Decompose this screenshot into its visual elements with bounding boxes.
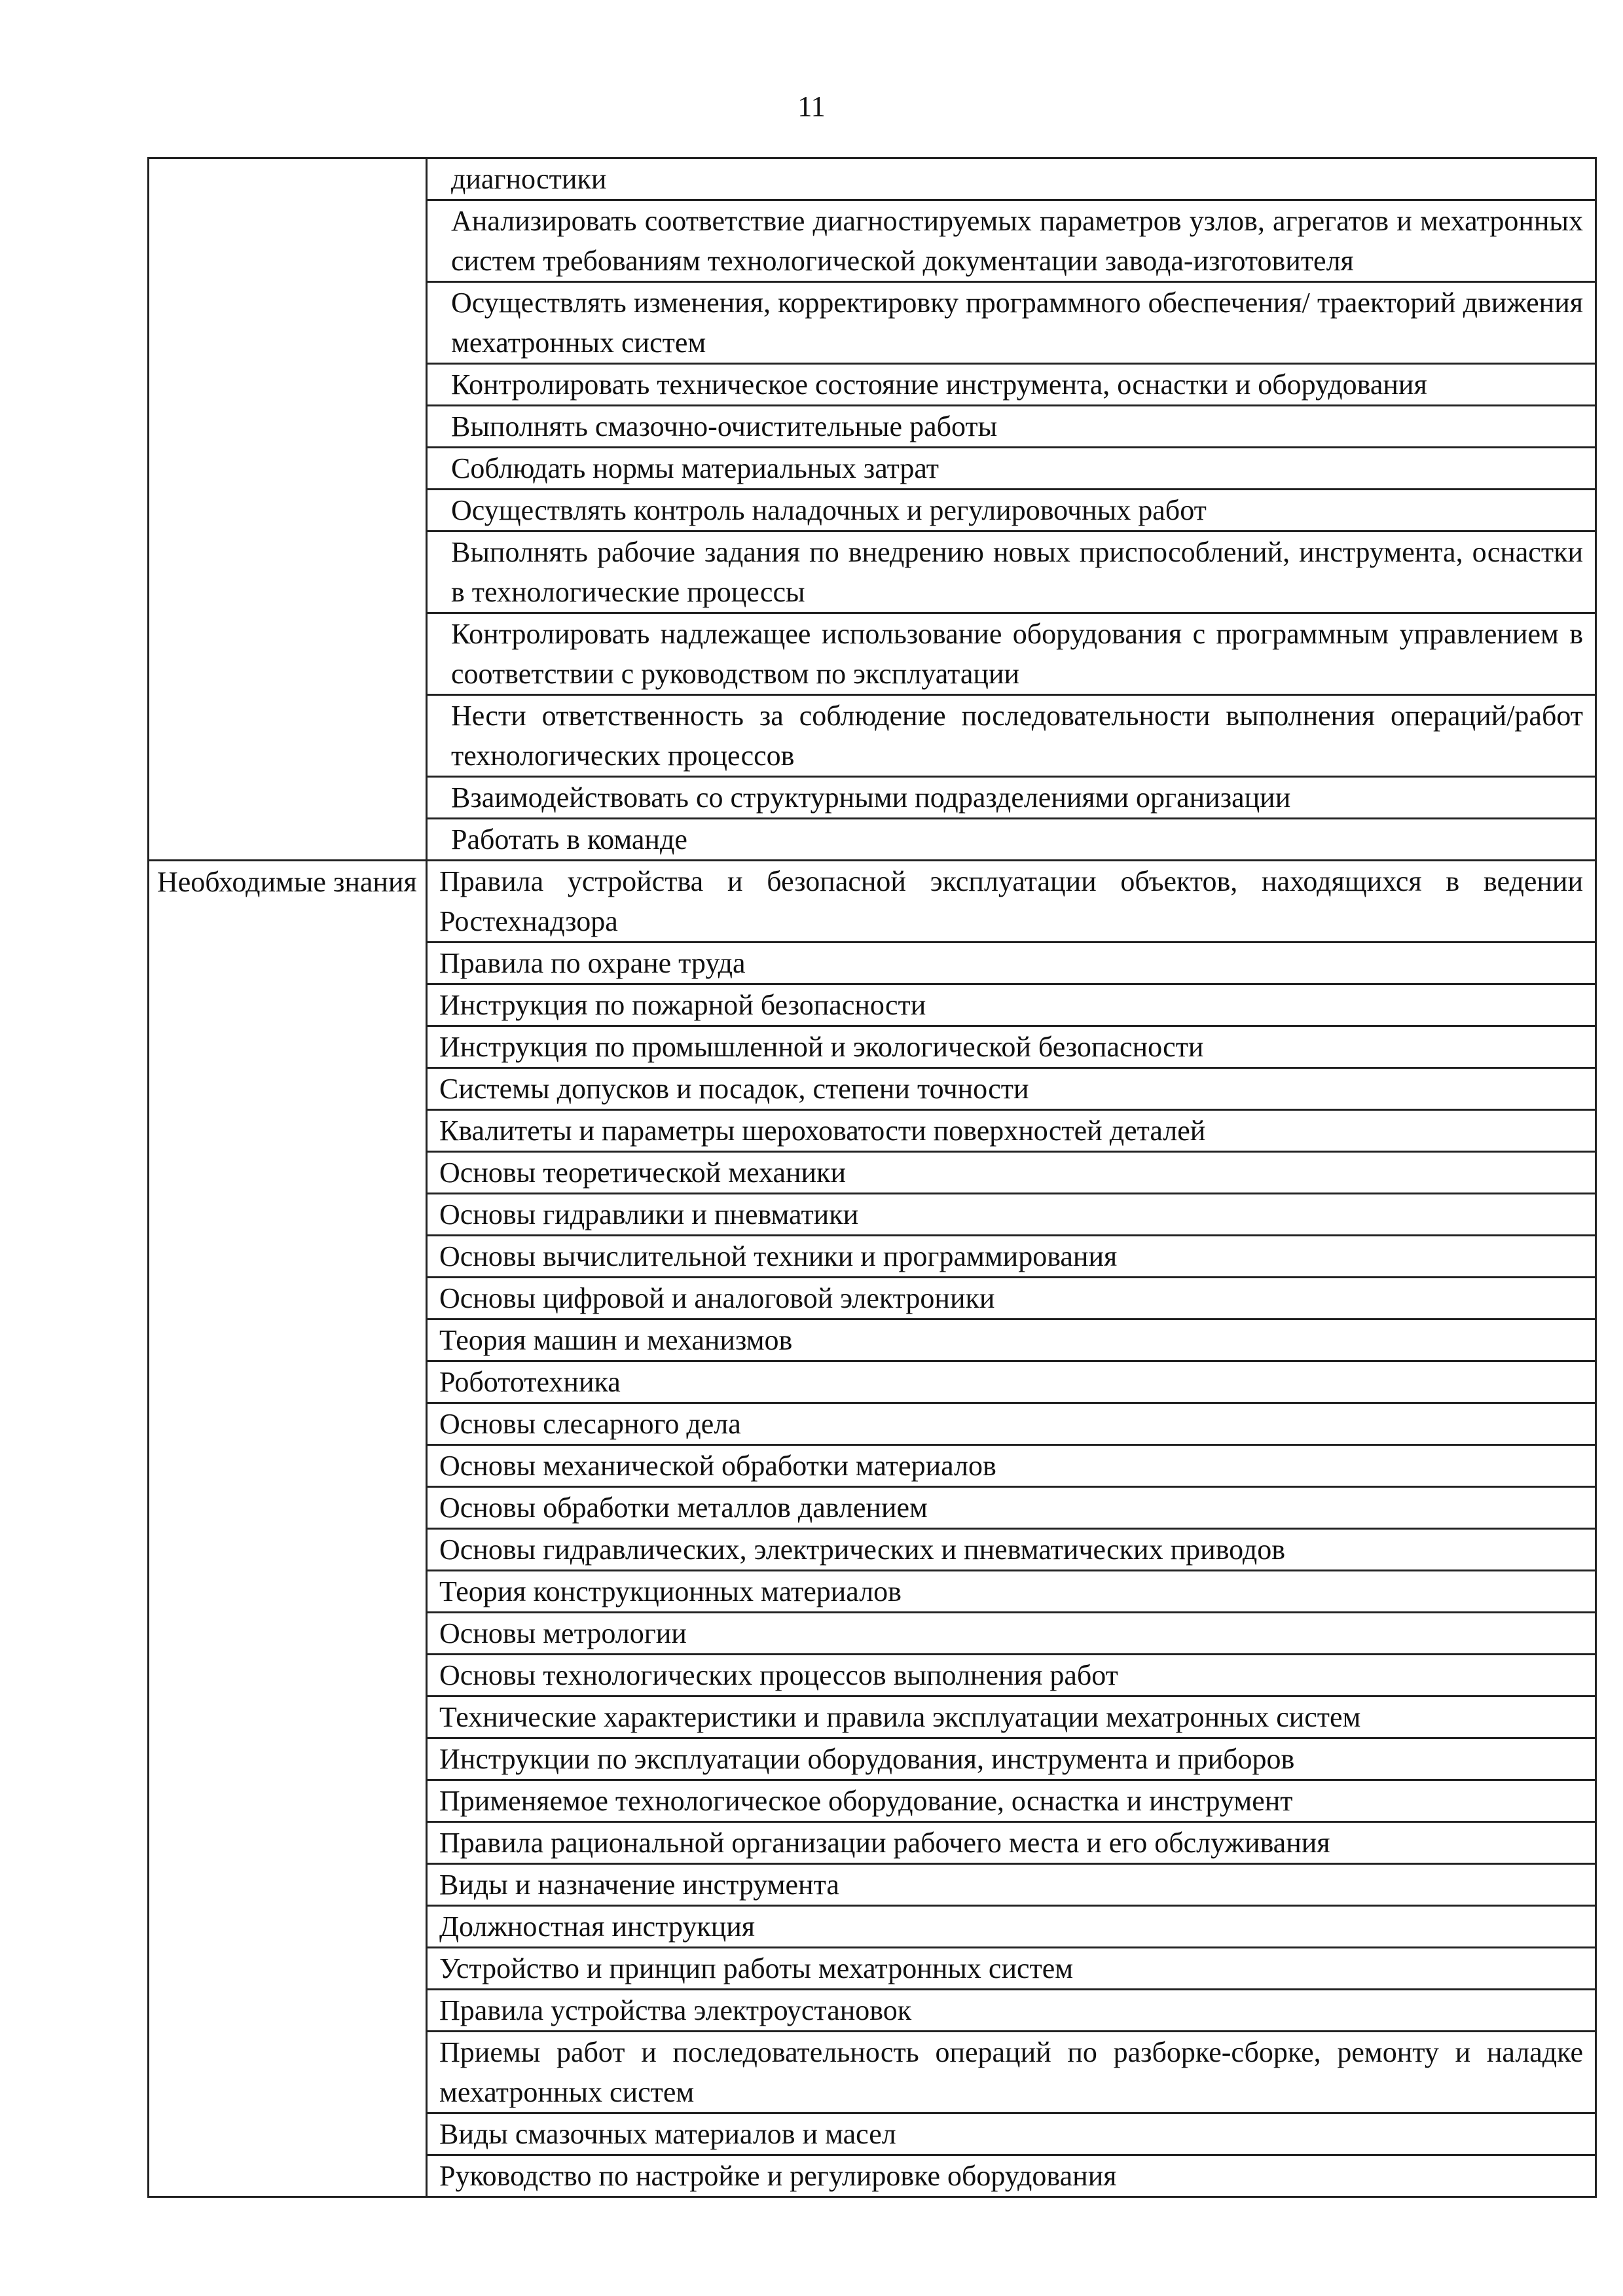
table-cell-item: Правила устройства электроустановок <box>427 1990 1596 2032</box>
table-cell-item: Основы технологических процессов выполнения работ <box>427 1655 1596 1696</box>
table-cell-item: Контролировать надлежащее использование оборудования с программным управлением в соответствии с руководством по эксплуатации <box>427 613 1596 695</box>
table-cell-item: Теория машин и механизмов <box>427 1319 1596 1361</box>
table-cell-item: Применяемое технологическое оборудование, оснастка и инструмент <box>427 1780 1596 1822</box>
table-cell-item: Выполнять рабочие задания по внедрению новых приспособлений, инструмента, оснастки в технологические процессы <box>427 531 1596 613</box>
table-cell-item: Системы допусков и посадок, степени точности <box>427 1068 1596 1110</box>
table-cell-item: Соблюдать нормы материальных затрат <box>427 448 1596 490</box>
section-label <box>149 158 427 861</box>
section-label: Необходимые знания <box>149 861 427 2197</box>
table-cell-item: Осуществлять изменения, корректировку программного обеспечения/ траекторий движения мехатронных систем <box>427 282 1596 364</box>
table-cell-item: Робототехника <box>427 1361 1596 1403</box>
table-row <box>149 861 1596 942</box>
table-cell-item: Инструкция по промышленной и экологической безопасности <box>427 1026 1596 1068</box>
competency-table <box>147 157 1597 2198</box>
table-cell-item: Выполнять смазочно-очистительные работы <box>427 406 1596 448</box>
table-cell-item: Основы вычислительной техники и программирования <box>427 1236 1596 1278</box>
page-number: 11 <box>797 90 826 122</box>
table-cell-item: Виды и назначение инструмента <box>427 1864 1596 1906</box>
table-cell-item: Основы цифровой и аналоговой электроники <box>427 1278 1596 1319</box>
table-cell-item: Правила устройства и безопасной эксплуатации объектов, находящихся в ведении Ростехнадзора <box>427 861 1596 942</box>
table-cell-item: Руководство по настройке и регулировке оборудования <box>427 2155 1596 2197</box>
table-cell-item: Инструкция по пожарной безопасности <box>427 984 1596 1026</box>
table-cell-item: Работать в команде <box>427 819 1596 861</box>
table-cell-item: Технические характеристики и правила эксплуатации мехатронных систем <box>427 1696 1596 1738</box>
table-cell-item: Взаимодействовать со структурными подразделениями организации <box>427 777 1596 819</box>
table-cell-item: Основы гидравлики и пневматики <box>427 1194 1596 1236</box>
table-cell-item: Основы теоретической механики <box>427 1152 1596 1194</box>
table-cell-item: Виды смазочных материалов и масел <box>427 2113 1596 2155</box>
table-cell-item: Нести ответственность за соблюдение последовательности выполнения операций/работ технологических процессов <box>427 695 1596 777</box>
table-cell-item: Теория конструкционных материалов <box>427 1571 1596 1613</box>
table-cell-item: Инструкции по эксплуатации оборудования, инструмента и приборов <box>427 1738 1596 1780</box>
table-cell-item: Должностная инструкция <box>427 1906 1596 1948</box>
table-cell-item: Устройство и принцип работы мехатронных систем <box>427 1948 1596 1990</box>
table-cell-item: Основы гидравлических, электрических и пневматических приводов <box>427 1529 1596 1571</box>
table-cell-item: Основы метрологии <box>427 1613 1596 1655</box>
table-row <box>149 158 1596 200</box>
table-cell-item: Контролировать техническое состояние инструмента, оснастки и оборудования <box>427 364 1596 406</box>
table-cell-item: Основы обработки металлов давлением <box>427 1487 1596 1529</box>
table-cell-item: Основы механической обработки материалов <box>427 1445 1596 1487</box>
table-cell-item: Квалитеты и параметры шероховатости поверхностей деталей <box>427 1110 1596 1152</box>
table-cell-item: Основы слесарного дела <box>427 1403 1596 1445</box>
table-cell-item: Правила рациональной организации рабочего места и его обслуживания <box>427 1822 1596 1864</box>
table-cell-item: Осуществлять контроль наладочных и регулировочных работ <box>427 490 1596 531</box>
table-cell-item: Правила по охране труда <box>427 942 1596 984</box>
table-cell-item: Приемы работ и последовательность операций по разборке-сборке, ремонту и наладке мехатронных систем <box>427 2032 1596 2113</box>
table-cell-item: диагностики <box>427 158 1596 200</box>
table-cell-item: Анализировать соответствие диагностируемых параметров узлов, агрегатов и мехатронных систем требованиям технологической документации завода-изготовителя <box>427 200 1596 282</box>
